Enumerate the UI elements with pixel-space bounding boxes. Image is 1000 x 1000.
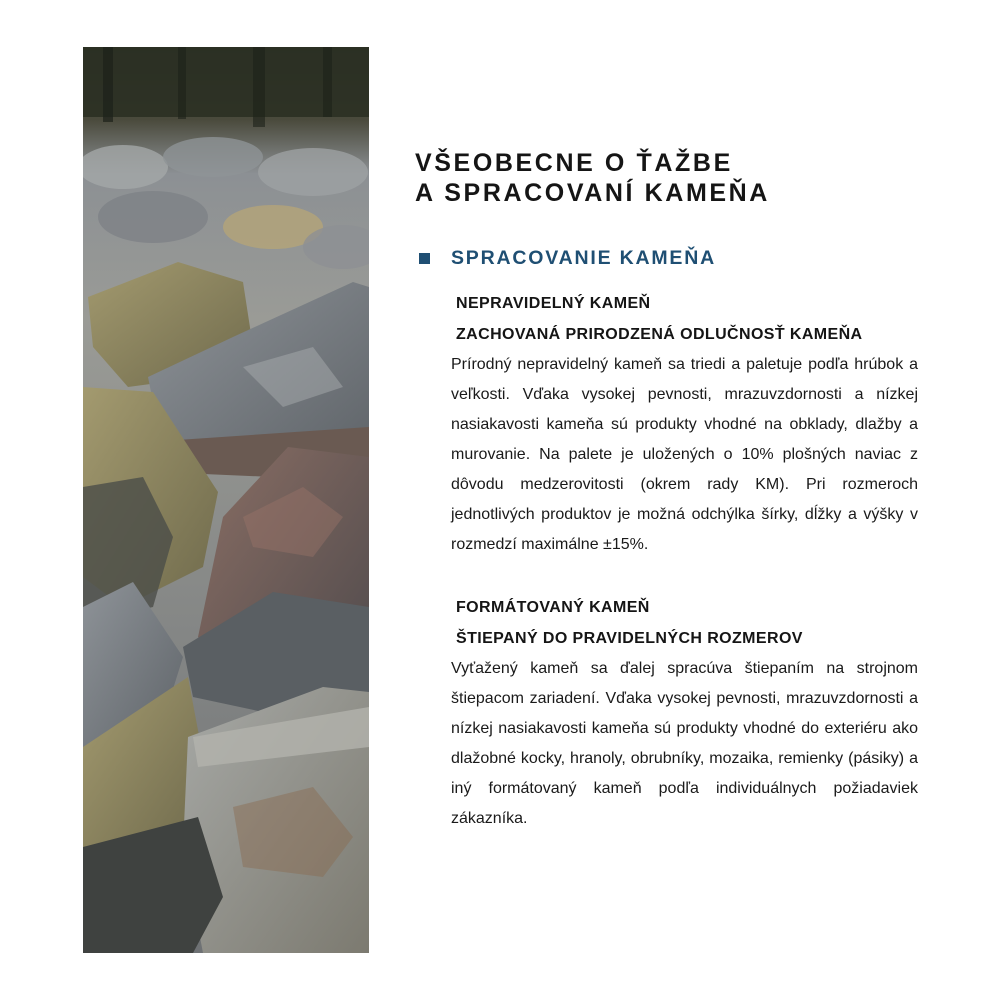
- formatted-stone-heading: FORMÁTOVANÝ KAMEŇ: [456, 599, 650, 616]
- formatted-stone-subheading: ŠTIEPANÝ DO PRAVIDELNÝCH ROZMEROV: [456, 630, 803, 647]
- square-bullet-icon: [419, 253, 430, 264]
- irregular-stone-block: [451, 288, 918, 560]
- section-title: SPRACOVANIE KAMEŇA: [451, 247, 716, 269]
- irregular-stone-subheading: ZACHOVANÁ PRIRODZENÁ ODLUČNOSŤ KAMEŇA: [456, 326, 863, 343]
- section-heading: [419, 246, 920, 270]
- page-title-line-1: VŠEOBECNE O ŤAŽBE: [415, 149, 733, 177]
- content-column: [415, 148, 920, 834]
- formatted-stone-block: [451, 592, 918, 834]
- irregular-stone-heading: NEPRAVIDELNÝ KAMEŇ: [456, 295, 651, 312]
- irregular-stone-text: Prírodný nepravidelný kameň sa triedi a paletuje podľa hrúbok a veľkosti. Vďaka vysokej pevnosti, mrazuvzdornosti a nízkej nasiakavosti kameňa sú produkty vhodné na obklady, dlažby a murovanie. Na palete je uložených o 10% plošných naviac z dôvodu medzerovitosti (okrem rady KM). Pri rozmeroch jednotlivých produktov je možná odchýlka šírky, dĺžky a výšky v rozmedzí maximálne ±15%.: [451, 356, 918, 553]
- formatted-stone-text: Vyťažený kameň sa ďalej spracúva štiepaním na strojnom štiepacom zariadení. Vďaka vysokej pevnosti, mrazuvzdornosti a nízkej nasiakavosti kameňa sú produkty vhodné do exteriéru ako dlažobné kocky, hranoly, obrubníky, mozaika, remienky (pásiky) a iný formátovaný kameň podľa individuálnych požiadaviek zákazníka.: [451, 660, 918, 827]
- page-title: [415, 148, 920, 208]
- page-title-line-2: A SPRACOVANÍ KAMEŇA: [415, 179, 770, 207]
- stone-pile-photo: [83, 47, 369, 953]
